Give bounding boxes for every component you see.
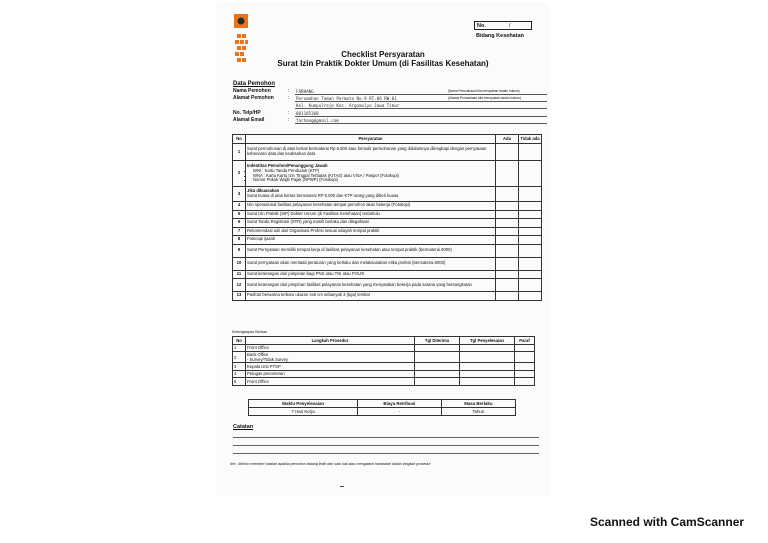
ada-checkbox[interactable] — [496, 161, 519, 187]
completion-date-cell[interactable] — [460, 378, 515, 386]
requirement-text: Surat keterangan dari pimpinan fasilitas pelayanan kesehatan yang menyatakan bekerja pada sarana yang bersangkutan — [246, 279, 496, 292]
paraf-cell[interactable] — [515, 378, 535, 386]
row-number: 1 — [233, 344, 246, 352]
paraf-cell[interactable] — [515, 370, 535, 378]
tidak-ada-checkbox[interactable] — [519, 187, 542, 202]
row-number: 4 — [233, 370, 246, 378]
tidak-ada-checkbox[interactable] — [519, 244, 542, 257]
header-step: Langkah Prosedur — [246, 337, 415, 345]
procedure-step: Front Office — [246, 344, 415, 352]
field-label: No. Telp/HP — [233, 110, 261, 116]
procedure-step: Kepala Unit PTSP — [246, 363, 415, 371]
requirements-table — [232, 134, 542, 301]
tidak-ada-checkbox[interactable] — [519, 279, 542, 292]
ada-checkbox[interactable] — [496, 202, 519, 211]
paraf-cell[interactable] — [515, 363, 535, 371]
header-no: No — [233, 337, 246, 345]
field-label: Nama Pemohon — [233, 88, 271, 94]
row-number: 5 — [233, 210, 246, 219]
ada-checkbox[interactable] — [496, 244, 519, 257]
ada-checkbox[interactable] — [496, 279, 519, 292]
completion-date-cell[interactable] — [460, 370, 515, 378]
procedure-step-cell — [246, 352, 415, 363]
procedure-table — [232, 336, 535, 386]
ada-checkbox[interactable] — [496, 210, 519, 219]
identity-document-list — [247, 169, 494, 183]
notes-title: Catatan — [233, 424, 254, 430]
requirement-text: Surat Izin Praktik (SIP) Dokter Umum (di Fasilitas Kesehatan) terdahulu — [246, 210, 496, 219]
tidak-ada-checkbox[interactable] — [519, 202, 542, 211]
received-date-cell[interactable] — [415, 344, 460, 352]
document-number-label: No. — [477, 23, 486, 29]
list-item: • WNI : Kartu Tanda Penduduk (KTP) — [253, 169, 494, 174]
table-row — [233, 370, 535, 378]
document-number-box — [474, 21, 532, 30]
requirement-text: Surat keterangan dari pimpinan bagi PNS atau TNI atau POLRI — [246, 270, 496, 279]
table-row — [233, 344, 535, 352]
document-subtitle: Surat Izin Praktik Dokter Umum (di Fasilitas Kesehatan) — [277, 59, 489, 68]
header-no: No — [233, 135, 246, 144]
requirement-cell — [246, 161, 496, 187]
row-number: 3 — [233, 363, 246, 371]
header-retribution-fee: Biaya Retribusi — [358, 400, 442, 408]
field-colon: : — [288, 88, 290, 94]
ada-checkbox[interactable] — [496, 270, 519, 279]
table-row — [233, 292, 542, 301]
table-row — [233, 279, 542, 292]
table-row — [233, 244, 542, 257]
ada-checkbox[interactable] — [496, 236, 519, 245]
row-number: 13 — [233, 292, 246, 301]
applicant-address-value: Perumahan Taman Permata No.9 RT.06 RW.01 — [296, 96, 397, 101]
summary-header-row — [249, 400, 516, 408]
field-note: (Alamat Perusahaan bila merupakan badan hukum) — [448, 96, 522, 100]
tidak-ada-checkbox[interactable] — [519, 210, 542, 219]
notes-line[interactable] — [233, 445, 539, 446]
paraf-cell[interactable] — [515, 352, 535, 363]
row-number: 12 — [233, 279, 246, 292]
header-tidak-ada: Tidak ada — [519, 135, 542, 144]
validity-period-value: Tahun — [441, 408, 515, 416]
header-received-date: Tgl Diterima — [415, 337, 460, 345]
procedure-substep: - Survey/Tidak Survey — [247, 357, 289, 362]
row-number: 8 — [233, 236, 246, 245]
table-row — [233, 257, 542, 270]
row-number: 11 — [233, 270, 246, 279]
notes-line[interactable] — [233, 437, 539, 438]
footnote: Ket : Mohon memberi catatan apabila pemohon datang lebih dari satu kali atau mengalami hambatan dalam langkah prosedur — [230, 462, 431, 466]
received-date-cell[interactable] — [415, 363, 460, 371]
table-row — [233, 219, 542, 228]
procedure-step: Back Office — [247, 352, 269, 357]
table-row — [233, 202, 542, 211]
row-number: 2 — [233, 352, 246, 363]
ada-checkbox[interactable] — [496, 227, 519, 236]
header-completion-time: Waktu Penyelesaian — [249, 400, 358, 408]
summary-value-row — [249, 408, 516, 416]
list-item: • Nomor Pokok Wajib Pajak (NPWP) (Fotokopi) — [253, 178, 494, 183]
document-number-value: / — [509, 23, 511, 29]
camscanner-watermark: Scanned with CamScanner — [590, 515, 745, 529]
ada-checkbox[interactable] — [496, 187, 519, 202]
service-summary-table — [248, 399, 516, 416]
row-number: 2 — [233, 161, 246, 187]
row-number: 6 — [233, 219, 246, 228]
header-requirement: Persyaratan — [246, 135, 496, 144]
completion-date-cell[interactable] — [460, 352, 515, 363]
tidak-ada-checkbox[interactable] — [519, 144, 542, 161]
table-row — [233, 352, 535, 363]
requirement-text: Rekomendasi asli dari Organisasi Profesi sesuai wilayah tempat praktik — [246, 227, 496, 236]
table-row — [233, 187, 542, 202]
table-row — [233, 210, 542, 219]
tidak-ada-checkbox[interactable] — [519, 292, 542, 301]
tidak-ada-checkbox[interactable] — [519, 161, 542, 187]
ada-checkbox[interactable] — [496, 292, 519, 301]
applicant-phone-value: 081185368 — [296, 111, 319, 116]
completion-date-cell[interactable] — [460, 363, 515, 371]
row-number: 7 — [233, 227, 246, 236]
header-ada: Ada — [496, 135, 519, 144]
requirement-text: Indentitas Pemohon/Penanggung Jawab — [247, 163, 328, 169]
tidak-ada-checkbox[interactable] — [519, 270, 542, 279]
ada-checkbox[interactable] — [496, 219, 519, 228]
received-date-cell[interactable] — [415, 352, 460, 363]
field-label: Alamat Email — [233, 117, 265, 123]
field-label: Alamat Pemohon — [233, 95, 274, 101]
requirement-text: Jika dikuasakan — [247, 188, 280, 194]
scanned-document — [218, 4, 548, 494]
divider — [340, 486, 344, 487]
field-colon: : — [288, 95, 290, 101]
requirement-text: Surat Pernyataan memiliki tempat kerja di fasilitas pelayanan kesehatan atau tempat praktik (bermaterai 6000) — [246, 244, 496, 257]
fill-line — [295, 108, 547, 109]
row-number: 10 — [233, 257, 246, 270]
tidak-ada-checkbox[interactable] — [519, 257, 542, 270]
table-row — [233, 144, 542, 161]
table-row — [233, 270, 542, 279]
requirement-text: Surat pernyataan akan mentaati peraturan yang berlaku dan melaksanakan etika profesi (bermaterai 6000) — [246, 257, 496, 270]
received-date-cell[interactable] — [415, 370, 460, 378]
requirement-text: Surat permohonan di atas kertas bermaterai Rp 6.000 atau formulir permohonan yang didalamnya dilengkapi dengan pernyataan kebenaran data dan keabsahan data — [246, 144, 496, 161]
applicant-name-value: FARHANG — [296, 89, 314, 94]
notes-line[interactable] — [233, 453, 539, 454]
row-number: 9 — [233, 244, 246, 257]
requirement-text: Pasfoto berwarna terbaru ukuran 4x6 cm sebanyak 3 (tiga) lembar — [246, 292, 496, 301]
requirement-text: Fotocopi ijazah — [246, 236, 496, 245]
requirement-cell — [246, 187, 496, 202]
completion-time-value: 7 Hari Kerja — [249, 408, 358, 416]
field-colon: : — [288, 117, 290, 123]
row-number: 1 — [233, 144, 246, 161]
retribution-fee-value: - — [358, 408, 442, 416]
table-row — [233, 378, 535, 386]
procedure-header-row — [233, 337, 535, 345]
header-completion-date: Tgl Penyelesaian — [460, 337, 515, 345]
procedure-step: Front Office — [246, 378, 415, 386]
applicant-address-value-2: Kel. Kumpulrejo Kec. Argomulyo Jawa Timur — [296, 103, 400, 108]
requirement-text: Izin operasional fasilitas pelayanan kesehatan tempat pemohon akan bekerja (Fotokopi) — [246, 202, 496, 211]
row-number: 5 — [233, 378, 246, 386]
list-item: • WNA : Kartu Kartu Izin Tinggal Terbatas (KITAS) atau VISA / Paspor (Fotokopi) — [253, 174, 494, 179]
row-number: 3 — [233, 187, 246, 202]
ada-checkbox[interactable] — [496, 257, 519, 270]
paraf-cell[interactable] — [515, 344, 535, 352]
requirement-subtext: Surat kuasa di atas kertas bermaterai RP 6.000 dan KTP orang yang diberi kuasa — [247, 193, 399, 198]
row-number: 4 — [233, 202, 246, 211]
requirement-text: Surat Tanda Registrasi (STR) yang masih berlaku dan dilegalisasi — [246, 219, 496, 228]
fill-line — [295, 123, 547, 124]
requirements-header-row — [233, 135, 542, 144]
table-row — [233, 363, 535, 371]
header-validity-period: Masa Berlaku — [441, 400, 515, 408]
tidak-ada-checkbox[interactable] — [519, 236, 542, 245]
ada-checkbox[interactable] — [496, 144, 519, 161]
field-colon: : — [288, 110, 290, 116]
department-label: Bidang Kesehatan — [476, 33, 524, 39]
header-paraf: Paraf — [515, 337, 535, 345]
field-note: (Nama Perusahaan bila merupakan badan hukum) — [448, 89, 520, 93]
procedure-step: Petugas penomeran — [246, 370, 415, 378]
tidak-ada-checkbox[interactable] — [519, 227, 542, 236]
table-row — [233, 161, 542, 187]
received-date-cell[interactable] — [415, 378, 460, 386]
applicant-section-title: Data Pemohon — [233, 81, 276, 87]
applicant-email-value: farhang@gmail.com — [296, 118, 339, 123]
document-title: Checklist Persyaratan — [341, 50, 425, 59]
table-row — [233, 236, 542, 245]
completion-date-cell[interactable] — [460, 344, 515, 352]
procedure-caption: Kelengkapan Berkas — [232, 330, 268, 334]
table-row — [233, 227, 542, 236]
tidak-ada-checkbox[interactable] — [519, 219, 542, 228]
